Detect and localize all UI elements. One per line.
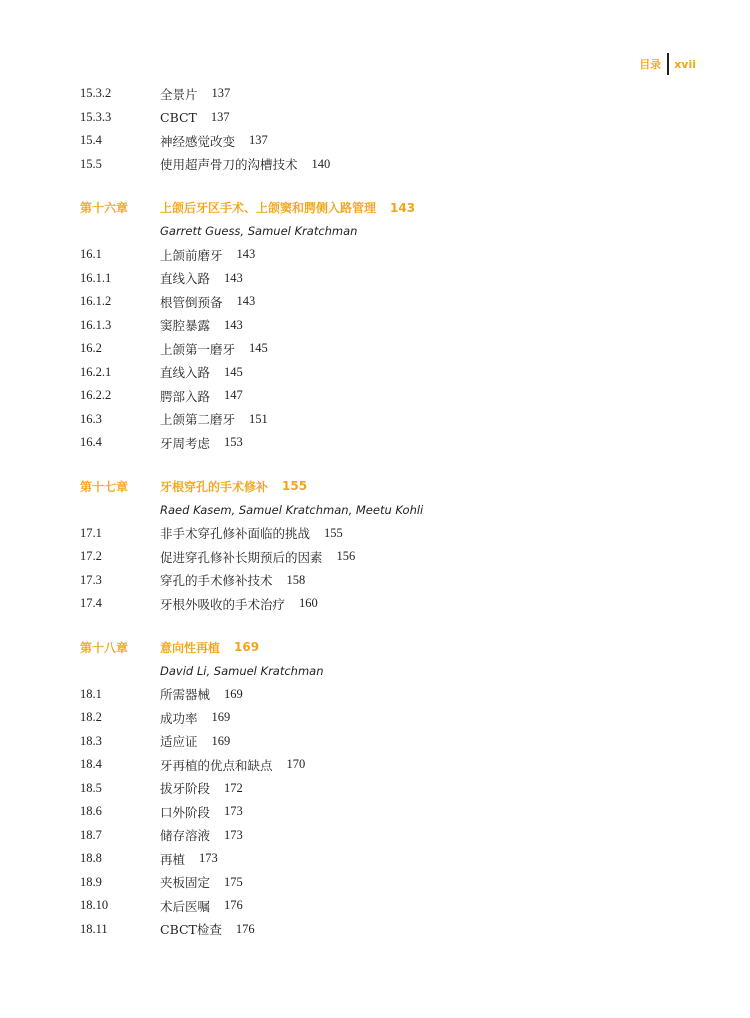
toc-entry bbox=[80, 569, 700, 593]
page-ref: 143 bbox=[236, 294, 256, 309]
section-number: 18.11 bbox=[80, 921, 108, 936]
section-title: 成功率 bbox=[160, 710, 198, 726]
page-ref: 137 bbox=[249, 133, 268, 148]
toc-entry bbox=[80, 290, 700, 314]
running-header-title: 目录 bbox=[639, 58, 662, 71]
page-ref: 173 bbox=[199, 851, 218, 866]
section-title: 上颌第二磨牙 bbox=[160, 412, 236, 428]
chapter-authors: Garrett Guess, Samuel Kratchman bbox=[160, 224, 358, 239]
chapter-heading bbox=[80, 475, 700, 499]
chapter-section-number: 第十六章 bbox=[80, 201, 129, 216]
section-number: 18.1 bbox=[80, 686, 102, 701]
section-number: 18.5 bbox=[80, 780, 102, 795]
toc-entry bbox=[80, 106, 700, 130]
section-title: 口外阶段 bbox=[160, 804, 211, 820]
section-number: 16.3 bbox=[80, 411, 102, 426]
section-title: 拔牙阶段 bbox=[160, 781, 211, 797]
section-number: 15.4 bbox=[80, 133, 102, 148]
section-number: 16.1.3 bbox=[80, 317, 112, 332]
section-title: 腭部入路 bbox=[160, 388, 211, 404]
toc-entry bbox=[80, 894, 700, 918]
toc-entry bbox=[80, 592, 700, 616]
chapter-authors: Raed Kasem, Samuel Kratchman, Meetu Kohli bbox=[160, 502, 424, 517]
section-number: 17.3 bbox=[80, 572, 102, 587]
section-title: 非手术穿孔修补面临的挑战 bbox=[160, 526, 311, 542]
page-ref: 147 bbox=[224, 388, 243, 403]
section-number: 18.9 bbox=[80, 874, 102, 889]
page-ref: 160 bbox=[299, 596, 318, 611]
chapter-section-title: 意向性再植 bbox=[160, 640, 221, 655]
section-title: 牙再植的优点和缺点 bbox=[160, 757, 273, 773]
section-title: 牙周考虑 bbox=[160, 435, 211, 451]
table-of-contents bbox=[80, 82, 700, 941]
toc-entry bbox=[80, 337, 700, 361]
section-number: 16.1.2 bbox=[80, 294, 112, 309]
section-title: 促进穿孔修补长期预后的因素 bbox=[160, 549, 323, 565]
section-title: 适应证 bbox=[160, 734, 198, 750]
section-title: 神经感觉改变 bbox=[160, 133, 236, 149]
page-ref: 170 bbox=[286, 757, 306, 772]
page-ref: 153 bbox=[224, 435, 243, 450]
page-ref: 173 bbox=[224, 827, 243, 842]
page-ref: 155 bbox=[324, 525, 343, 540]
section-number: 18.3 bbox=[80, 733, 102, 748]
toc-entry bbox=[80, 361, 700, 385]
section-title: 夹板固定 bbox=[160, 875, 211, 891]
toc-entry bbox=[80, 243, 700, 267]
page-ref: 156 bbox=[336, 549, 356, 564]
toc-entry bbox=[80, 918, 700, 942]
chapter-page-ref: 169 bbox=[234, 640, 260, 655]
page-number: xvii bbox=[674, 57, 696, 71]
section-number: 17.4 bbox=[80, 596, 102, 611]
section-title: 牙根外吸收的手术治疗 bbox=[160, 596, 286, 612]
toc-entry bbox=[80, 706, 700, 730]
toc-entry bbox=[80, 545, 700, 569]
toc-entry bbox=[80, 153, 700, 177]
toc-entry bbox=[80, 408, 700, 432]
page-ref: 143 bbox=[224, 317, 243, 332]
toc-entry bbox=[80, 847, 700, 871]
section-number: 17.1 bbox=[80, 525, 102, 540]
section-number: 18.2 bbox=[80, 710, 102, 725]
section-number: 16.1 bbox=[80, 247, 102, 262]
section-number: 16.2.1 bbox=[80, 364, 112, 379]
chapter-heading bbox=[80, 196, 700, 220]
section-number: 16.2 bbox=[80, 341, 102, 356]
toc-entry bbox=[80, 683, 700, 707]
section-number: 16.1.1 bbox=[80, 270, 112, 285]
section-number: 15.3.2 bbox=[80, 86, 112, 101]
toc-entry bbox=[80, 871, 700, 895]
section-title: 储存溶液 bbox=[160, 828, 211, 844]
chapter-authors: David Li, Samuel Kratchman bbox=[160, 663, 324, 678]
toc-entry bbox=[80, 730, 700, 754]
page-ref: 143 bbox=[236, 247, 256, 262]
header-divider bbox=[667, 53, 669, 75]
chapter-page-ref: 143 bbox=[390, 200, 416, 215]
section-title: 所需器械 bbox=[160, 687, 211, 703]
section-number: 16.4 bbox=[80, 435, 102, 450]
page-ref: 172 bbox=[224, 780, 243, 795]
section-title: 直线入路 bbox=[160, 271, 211, 287]
section-title: 术后医嘱 bbox=[160, 898, 211, 914]
chapter-section-number: 第十七章 bbox=[80, 479, 129, 494]
running-header bbox=[639, 53, 696, 75]
chapter-section-number: 第十八章 bbox=[80, 640, 129, 655]
section-number: 15.3.3 bbox=[80, 109, 112, 124]
page-ref: 173 bbox=[224, 804, 243, 819]
toc-entry bbox=[80, 82, 700, 106]
toc-entry bbox=[80, 824, 700, 848]
page-ref: 145 bbox=[224, 364, 243, 379]
page-ref: 143 bbox=[224, 270, 243, 285]
section-title: 直线入路 bbox=[160, 365, 211, 381]
toc-entry bbox=[80, 800, 700, 824]
section-title: 全景片 bbox=[160, 86, 198, 102]
toc-entry bbox=[80, 753, 700, 777]
page-ref: 169 bbox=[211, 733, 231, 748]
page-ref: 169 bbox=[224, 686, 243, 701]
chapter-page-ref: 155 bbox=[282, 479, 308, 494]
toc-entry bbox=[80, 431, 700, 455]
section-title: CBCT bbox=[160, 109, 197, 125]
toc-entry bbox=[80, 384, 700, 408]
page-ref: 140 bbox=[311, 156, 331, 171]
section-title: 上颌前磨牙 bbox=[160, 247, 223, 263]
section-title: 窦腔暴露 bbox=[160, 318, 211, 334]
page-ref: 151 bbox=[249, 411, 268, 426]
section-number: 15.5 bbox=[80, 156, 102, 171]
page-ref: 158 bbox=[286, 572, 306, 587]
toc-entry bbox=[80, 314, 700, 338]
chapter-heading bbox=[80, 636, 700, 660]
page-ref: 145 bbox=[249, 341, 268, 356]
section-number: 17.2 bbox=[80, 549, 102, 564]
page-ref: 176 bbox=[224, 898, 243, 913]
section-number: 18.6 bbox=[80, 804, 102, 819]
page-ref: 176 bbox=[235, 921, 255, 936]
section-title: 再植 bbox=[160, 851, 186, 867]
section-number: 18.4 bbox=[80, 757, 102, 772]
page-ref: 169 bbox=[211, 710, 231, 725]
section-number: 18.10 bbox=[80, 898, 109, 913]
section-title: CBCT检查 bbox=[160, 922, 222, 938]
section-number: 16.2.2 bbox=[80, 388, 112, 403]
section-title: 根管倒预备 bbox=[160, 294, 223, 310]
toc-entry bbox=[80, 777, 700, 801]
chapter-section-title: 牙根穿孔的手术修补 bbox=[160, 479, 269, 494]
section-title: 穿孔的手术修补技术 bbox=[160, 573, 273, 589]
chapter-section-title: 上颌后牙区手术、上颌窦和腭侧入路管理 bbox=[160, 201, 377, 216]
toc-entry bbox=[80, 129, 700, 153]
section-number: 18.7 bbox=[80, 827, 102, 842]
section-title: 使用超声骨刀的沟槽技术 bbox=[160, 157, 298, 173]
section-number: 18.8 bbox=[80, 851, 102, 866]
page-ref: 175 bbox=[224, 874, 243, 889]
section-title: 上颌第一磨牙 bbox=[160, 341, 236, 357]
page-ref: 137 bbox=[210, 109, 230, 124]
toc-entry bbox=[80, 522, 700, 546]
page-ref: 137 bbox=[211, 86, 231, 101]
toc-entry bbox=[80, 267, 700, 291]
